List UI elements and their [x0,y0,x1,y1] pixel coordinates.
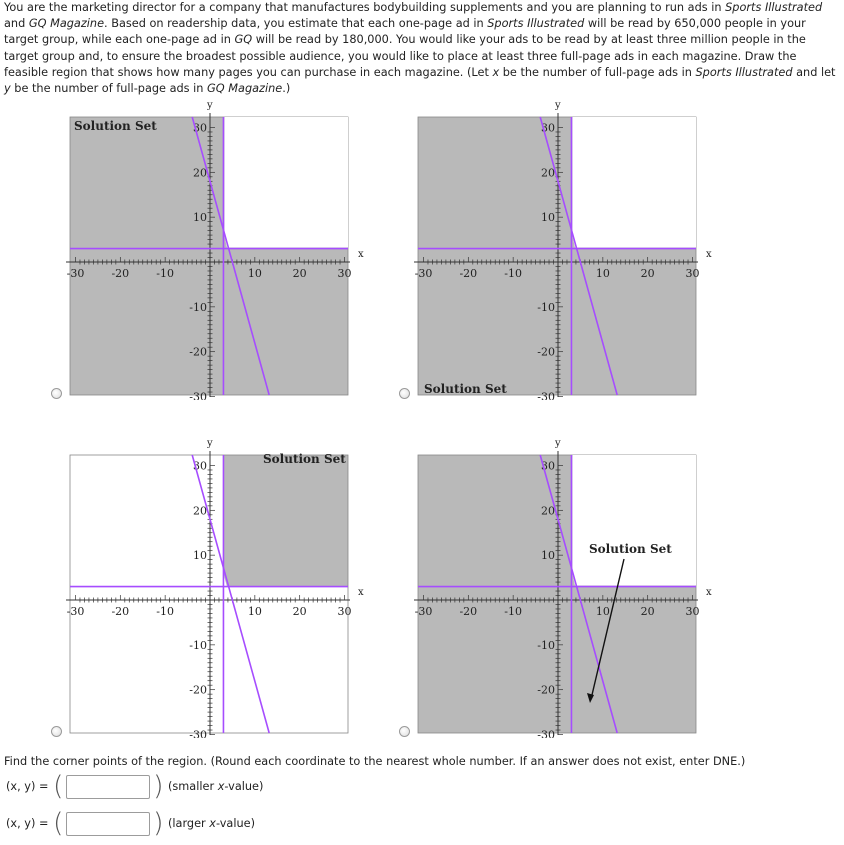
corner-point-larger-x-input[interactable] [66,812,150,836]
x-tick-label: 20 [640,267,655,280]
y-tick-label: -20 [537,683,555,697]
y-tick-label: 20 [541,504,555,518]
solution-set-label: Solution Set [263,452,346,466]
x-tick-label: -10 [156,267,175,280]
problem-text-segment: Sports Illustrated [487,17,585,31]
problem-text-segment: will be read by 650,000 people in your target group, while each one-page ad in [4,17,806,47]
y-tick-label: -20 [189,683,207,697]
x-tick-label: 20 [292,267,307,280]
y-tick-label: 30 [541,459,555,473]
problem-text-segment: x [492,65,500,79]
coordinate-plane [398,433,718,738]
corner-point-smaller-x-input[interactable] [66,775,150,799]
option-d-graph [398,433,718,738]
x-tick-label: 20 [640,605,655,618]
close-paren-1: ) [153,771,164,802]
solution-set-label: Solution Set [74,119,157,133]
problem-text-segment: You are the marketing director for a company that manufactures bodybuilding supplements and you are planning to run ads in [4,1,726,14]
x-tick-label: 30 [337,267,352,280]
x-tick-label: 10 [595,605,610,618]
y-tick-label: 20 [193,166,207,180]
open-paren-2: ( [53,808,64,839]
close-paren-2: ) [153,808,164,839]
x-axis-label: x [706,249,712,260]
answer-1-label: (x, y) = [6,780,49,793]
problem-text-segment: y [4,82,11,96]
y-tick-label: 30 [193,121,207,135]
y-tick-label: -10 [189,638,207,652]
y-tick-label: -30 [189,728,207,738]
problem-statement [4,0,840,97]
y-tick-label: -20 [537,345,555,359]
solution-set-label: Solution Set [424,382,507,396]
y-axis-label: y [555,100,561,111]
y-tick-label: 10 [193,549,207,563]
x-tick-label: -30 [66,605,85,618]
y-axis-label: y [555,438,561,449]
x-axis-label: x [706,587,712,598]
y-tick-label: -30 [537,390,555,400]
problem-text-segment: be the number of full-page ads in [499,65,696,79]
open-paren-1: ( [53,771,64,802]
x-tick-label: 20 [292,605,307,618]
problem-text-segment: be the number of full-page ads in [10,82,208,96]
x-tick-label: 10 [595,267,610,280]
option-a-graph [50,95,370,400]
option-b-graph [398,95,718,400]
x-tick-label: -30 [414,267,433,280]
x-tick-label: 30 [337,605,352,618]
y-tick-label: -20 [189,345,207,359]
x-tick-label: 30 [685,605,700,618]
unshaded-region [572,117,696,248]
coordinate-plane [50,433,370,738]
answer-2-label: (x, y) = [6,817,49,830]
x-tick-label: 30 [685,267,700,280]
y-tick-label: 10 [193,211,207,225]
problem-text-segment: and let [792,65,836,79]
option-c-graph [50,433,370,738]
problem-text-segment: GQ [234,33,253,47]
y-tick-label: -30 [189,390,207,400]
y-axis-label: y [207,100,213,111]
y-axis-label: y [207,438,213,449]
x-tick-label: -20 [459,267,478,280]
problem-text-segment: Sports Illustrated [695,65,793,79]
x-tick-label: -20 [459,605,478,618]
solution-set-label: Solution Set [589,542,672,556]
x-tick-label: -30 [414,605,433,618]
y-tick-label: 10 [541,211,555,225]
y-tick-label: 20 [541,166,555,180]
problem-text-segment: will be read by 180,000. You would like your ads to be read by at least three million people in the target group and, to ensure the broadest possible audience, you would like to place at least three full-page ads in each magazine. Draw the feasible region that shows how many pages you can purchase in each magazine. (Let [4,33,806,79]
x-tick-label: -10 [504,605,523,618]
coordinate-plane [398,95,718,400]
problem-text-segment: GQ Magazine [28,17,105,31]
y-tick-label: -10 [189,300,207,314]
unshaded-region [572,455,696,586]
x-tick-label: -10 [504,267,523,280]
answer-1-hint: (smaller x-value) [168,780,264,793]
problem-text-segment: and [4,17,29,31]
y-tick-label: 20 [193,504,207,518]
y-tick-label: -10 [537,300,555,314]
x-tick-label: -30 [66,267,85,280]
y-tick-label: -10 [537,638,555,652]
unshaded-region [224,117,348,248]
x-axis-label: x [358,249,364,260]
corner-points-question: Find the corner points of the region. (Round each coordinate to the nearest whole number. If an answer does not exist, enter DNE.) [4,755,746,768]
x-tick-label: -20 [111,605,130,618]
problem-text-segment: . Based on readership data, you estimate that each one-page ad in [104,17,488,31]
problem-text-segment: .) [282,82,291,96]
x-tick-label: -20 [111,267,130,280]
answer-2-hint: (larger x-value) [168,817,256,830]
x-tick-label: 10 [247,605,262,618]
problem-text-segment: GQ Magazine [207,82,283,96]
x-tick-label: 10 [247,267,262,280]
y-tick-label: 30 [193,459,207,473]
problem-text-segment: Sports Illustrated [725,1,823,14]
y-tick-label: 10 [541,549,555,563]
shaded-region [223,455,348,587]
y-tick-label: -30 [537,728,555,738]
x-axis-label: x [358,587,364,598]
coordinate-plane [50,95,370,400]
y-tick-label: 30 [541,121,555,135]
x-tick-label: -10 [156,605,175,618]
